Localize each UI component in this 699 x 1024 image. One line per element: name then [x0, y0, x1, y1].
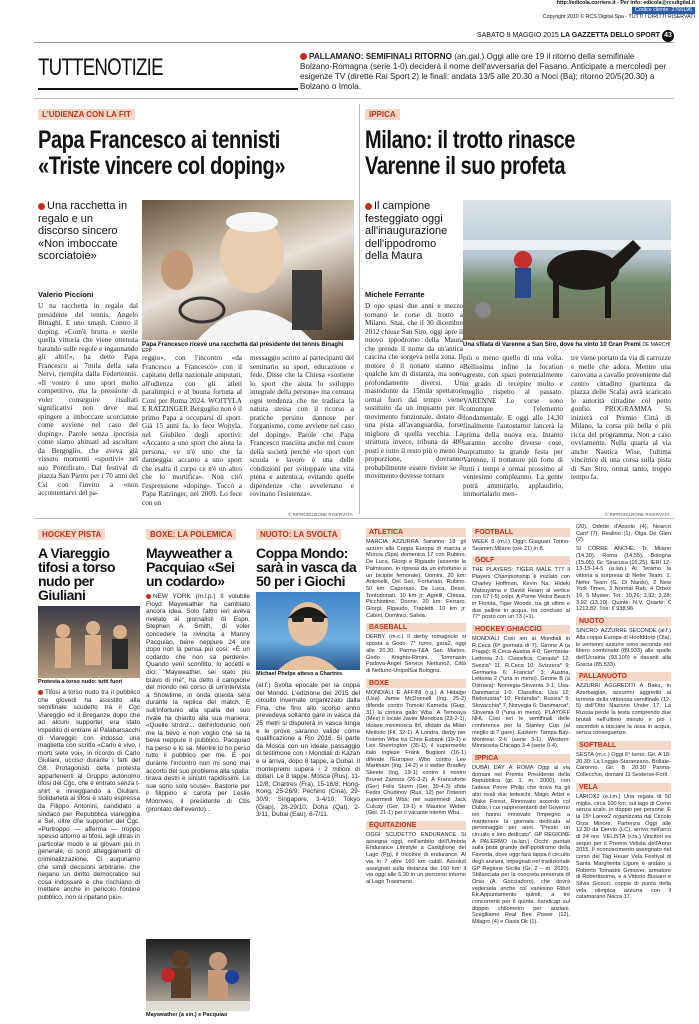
col5-sec-1-text: WEEK 8 (m.l.) Oggi: Giaguari Torino-Seamen Milano (ore 21) in 8. — [472, 539, 570, 552]
papa-subtitle-text: Una racchetta in regalo e un discorso sincero «Non imboccate scorciatoie» — [38, 200, 128, 262]
col4-sec-1-heading: ATLETICA — [366, 528, 466, 537]
divider — [34, 98, 674, 99]
papa-kicker: L'UDIENZA CON LA FIT — [38, 109, 135, 120]
col6-sec-2-text: SINCRO: AZZURRE SECONDE (al.f.) Alla coppa Europa di Hoofddorp (Ola), le ventenni azzurre sono seconde nel libero combinato (89.933) alle spalle dell'Ucraina (93.100) e davanti alla Grecia (85.533). — [576, 628, 671, 668]
col6-sec-5-text: LARIOX2 (e.l.m.) Una regata di 50 miglia, circa 100 km, sul lago di Como senza scalo, in doppio per persone. È la 15ª Lariox2 organizzata dal Circolo Orza Minore. Partenza Oggi alle 12.30 da Dervio (LC), arrivo nell'arco di 24 ore. VELISTA (r.ra.) Vincitori es sequo per il Premio Velista dell'Anno 2015. Il riconoscimento assegnato nel corso del Tag Heuer Vela Festival di Santa Margherita Ligure è andato a Roberto Tomasini Grinover, armatore di Robertissima, e a Vittorio Bissaro e Silvia Sicouri, coppia di punta della vela olimpica azzurra con il catamarano Nacra 17. — [576, 793, 671, 901]
header-date: SABATO 9 MAGGIO 2015 — [476, 32, 559, 39]
col5-sec-2-text: THE PLAYERS: TIGER MALE T77 Il Players Championship è iniziato con Charley Hoffman, Kevin Na, Hideki Matsuyama e David Hearn al vertice con 67 (-5) colpi. A Ponte Vedra Beach in Florida, Tiger Woods, tra gli ultimi e due palline in acqua, ha concluso al 77° posto con un 73 (+1). — [472, 567, 570, 621]
coppa-body: (al.f.) Svolta epocale per la coppa del Mondo. L'edizione del 2015 del circuito invernale organizzato dalla Fina, che fino allo scorso anno prevedeva soltanto gare in vasca da 25 metri si disputerà in vasca lunga e le prove saranno valide come qualificazione a Rio 2016. Si parte da Mosca con un ideale passaggio di testimone con i Mondiali di Kazan e si arriva, dopo 8 tappe, a Dubai. Il montepremi supera i 2 milioni di dollari. Le 8 tappe. Mosca (Rus), 11-12/8; Chartres (Fra), 15-16/8; Hong-Kong, 25-26/9; Pechino (Cina), 29-30/9; Singapore, 3-4/10; Tokyo (Giap), 28-29/10; Doha (Qat), 2-3/11; Dubai (Eau), 6-7/11. — [256, 682, 360, 819]
milano-article — [365, 104, 671, 517]
col5-sec-2-heading: GOLF — [472, 556, 570, 565]
section-title: TUTTENOTIZIE — [38, 54, 163, 81]
col4-sec-4-heading: EQUITAZIONE — [366, 821, 466, 830]
papa-caption — [142, 342, 354, 354]
papa-caption-text: Papa Francesco riceve una racchetta dal presidente del tennis Binaghi — [142, 342, 344, 348]
milano-col3: tre viene portato da via di carrozze e melle che adora. Mentre una carovana a cavallo proveniente dal centro cittadino (partenza da piazza delle Scala) avrà scaricato le autorità cittadine col petto gonfio. PROGRAMMA Si inizierà col Premio Città di Milano, la corsa più bella e più ricca del programma. Non a caso ovviamente. Nella quarta al via anche Nautica Wise, l'ultima vincitrice di una corsa sulla pista di San Siro, ormai tanto, troppo tempo fa. — [571, 354, 671, 481]
bullet-icon — [38, 203, 45, 210]
papa-headline-2: «Triste vincere col doping» — [38, 152, 286, 180]
vertical-divider — [359, 104, 360, 514]
bullet-icon — [300, 53, 307, 60]
banner-copyright: Copyright 2010 © RCS Digital Spa - TUTTI I DIRITTI RISERVATI — [542, 14, 695, 20]
boxe-article — [146, 524, 250, 1018]
milano-author: Michele Ferrante — [365, 290, 425, 299]
coppa-kicker: NUOTO: LA SVOLTA — [256, 529, 341, 540]
banner-url[interactable]: http://edicola.corriere.it - Per info: edicola@rcsdigital.it — [556, 0, 695, 6]
milano-caption-text: Una sfilata di Varenne a San Siro, dove ha vinto 10 Gran Premi — [463, 342, 641, 348]
milano-subtitle-text: Il campione festeggiato oggi all'inaugurazione dell'ippodromo della Maura — [365, 200, 448, 262]
coppa-photo — [256, 592, 360, 670]
divider — [34, 518, 674, 519]
brief-box — [300, 52, 668, 96]
papa-author: Valerio Piccioni — [38, 290, 94, 299]
page-number: 43 — [662, 30, 674, 42]
coppa-photo-svg — [256, 592, 360, 670]
col6-sec-4-heading: SOFTBALL — [576, 741, 671, 750]
coppa-headline: Coppa Mondo: sarà in vasca da 50 per i Giochi — [256, 545, 357, 589]
col4-sec-1-text: MARCIA AZZURRA Saranno 18 gli azzurri alla Coppa Europa di marcia a Murcia (Spa) domenica 17 con Rubino, De Luca, Giorgi e Rigaudo (assente la Palmisano, in ripresa da un infortunio a un bicipite femorale). Uomini. 20 km: Antonelli, Del Sso, Fortunato, Rubino. 50 km: Caporaso, De Luca, Dessi, Tontodonati. 10 km jr: Agrelli, Chiesa, Picchiottino. Donne. 20 km: Ferraro, Giorgi, Rigaudo, Trapletti. 10 km jr: Cabini, Dominici, Salvia. — [366, 539, 466, 619]
milano-headline-2: Varenne il suo profeta — [365, 152, 566, 180]
coppa-article — [256, 524, 360, 1014]
hockey-headline: A Viareggio tifosi a torso nudo per Giuliani — [38, 545, 116, 603]
hockey-text: Tifosi a torso nudo tra il pubblico che giovedì ha assistito alla semifinale scudetto tra il Cgc Viareggio ed il Breganze dopo che ad alcuni supporter era stato impedito di entrare al Palabarsacchi di Viareggio con indosso una maglietta con scritto «Carlo è vivo, i morti siete voi», in ricordo di Carlo Giuliani, ucciso durante i fatti del G8. Protagonisti della protesta appartenenti al Gruppo autonomo tifosi del Cgc, che è entrato senza t-shirt e inneggiando a Giuliani. Solidarietà ai tifosi è stato espressa da Filippo Antonini, candidato a sindaco per Repubblica viareggina e Sel, oltre che supporter del Cgc. «Purtroppo — afferma — troppo spesso attorno ai tifosi, agli ultras in particolar modo e ai giovani più in generale, ci sono atteggiamenti di criminalizzazione. Ci auguriamo che simili decisioni arbitrarie, che negano un diritto democratico sul cosa indossare e che rischiano di mettere anche in pericolo l'ordine pubblico, non si ripetano più». — [38, 689, 140, 902]
section-rule — [38, 88, 298, 90]
banner-code: Codice cliente: 2766196 — [632, 7, 695, 14]
milano-photo-credit: DE MARCHI — [642, 342, 671, 348]
papa-subtitle — [38, 200, 128, 263]
coppa-caption: Michael Phelps atteso a Chartres — [256, 671, 343, 677]
boxe-photo — [146, 939, 250, 1011]
hockey-photo — [38, 606, 140, 678]
header-paper: LA GAZZETTA DELLO SPORT — [560, 32, 661, 39]
briefs-col-6 — [576, 524, 671, 1014]
bullet-icon — [146, 594, 151, 599]
papa-col3: messaggio scritto ai partecipanti del seminario su sport, educazione e fede. Disse che la Chiesa «sostiene lo sport che aiuta lo sviluppo integrale della persona» ma censura ogni tendenza che ne tradisca la natura stessa con il ricorso a pratiche persino dannose per l'organismo, come avviene nel caso del doping». Parole che Papa Francesco trasciina anche nel cuore della società perché «lo sport con scuola e lavoro è una delle condizioni per sviluppare una vita piena e autentica, evitando quelle dipendenze che avvelenano e rovinano l'esistenza». — [250, 354, 354, 498]
papa-photo-credit: EPP — [142, 348, 153, 354]
top-banner — [512, 0, 699, 24]
boxe-text: NEW YORK (m.l.p.) Il volubile Floyd Mayweather ha cambiato ancora idea. Solo l'altro ieri aveva rivelato ai giornalisti di Espn, Stephen A. Smith, di voler concedere la rivincita a Manny Pacquiao, bene neppure 24 ore dopo non la pensa più così: «È un codardo che non sa perdere». Quando venì sconfitto, lo accetti e dici: "Mayweather, sei stato più bravo di me", ha detto il campione del mondo nel corso di un'intervista a Showtime, in onda questa sera durante la replica del match. E sull'infortunio alla spalla del suo rivale ha chiarito alla sua maniera: «Quelle stronz... dell'infortunio non me la bevo e non voglio che se la beva neppure il pubblico. Pacquiao ha perso e lo sa. Mentre io ho perso tutto il pubblico per me. E poi durante l'incontro non mi sono mai accorto del suo problema alla spalla: tirava destri e sinistri rapidissimi. Le sue sono solo scuse». Bastone per il filippino e carota per Leslie Moonves, il presidente di Cbs (prontato dell'evento)... — [146, 593, 250, 813]
papa-col2: reggio», con l'incontro «da Francesco a Francesco» con il capitano della nazionale amputati, all'udienza con gli atleti paralimpici e al buona fortuna al Coni per Roma 2024. WOJTYLA E RATZINGER Bergoglio non è il primo Papa a occuparsi di sport. Già 15 anni fa, lo fece Wojtyla, nel Giubileo degli sportivi: «Accanto a uno sport che aiuta la persona, ve n'è uno che la danneggia: accanto a uno sport che esalta il corpo ce n'è un altro che lo mortifica». Non citò l'espressione «doping». Toccò a Papa Ratzinger, nel 2009. Lo fece con un — [142, 354, 242, 507]
milano-subtitle — [365, 200, 455, 263]
milano-col1: D opo quasi due anni e mezzo tornano le corse di trotto a Milano. Snai, che il 30 dicembre 2012 chiuse San Siro, oggi apre il nuovo ippodromo della Maura che prende il nome da un'antica cascina che sorgeva nella zona. Il motore è il nonato stanno a qualche km di distanza, ma sono profondamente diversi. Un mastodonte da 15mila spettatori ormai fuori dal tempo viene sostituito da un impianto per il movimento funzionale, dotato di una pista all'avanguardia, forse migliore di quella vecchia. La struttura invece, tribuna da 400 posti e tutto il resto più o meno in proporzione, dovranno probabilmente essere riviste se il movimento dovesse tornare — [365, 302, 463, 480]
papa-photo-svg — [142, 200, 354, 340]
milano-photo-svg — [463, 200, 671, 340]
briefs-col-5 — [472, 524, 570, 1014]
hockey-kicker: HOCKEY PISTA — [38, 529, 105, 540]
bullet-icon — [38, 690, 43, 695]
hockey-caption: Protesta a torso nudo: tutti fuori — [38, 679, 123, 685]
boxe-photo-svg — [146, 939, 250, 1011]
milano-repro: © RIPRODUZIONE RISERVATA — [605, 512, 670, 517]
hockey-body — [38, 689, 140, 1024]
col4-sec-3-heading: BOXE — [366, 679, 466, 688]
col6-sec-3-heading: PALLANUOTO — [576, 672, 671, 681]
col5-sec-3-heading: HOCKEY GHIACCIO — [472, 625, 570, 634]
papa-article — [38, 104, 354, 517]
briefs-col-4 — [366, 524, 466, 1014]
papa-photo — [142, 200, 354, 340]
col5-sec-4-heading: IPPICA — [472, 754, 570, 763]
col5-sec-3-text: MONDIALI Così ieri ai Mondiali in R.Ceca (6ª giornata di 7). Girone A (a Praga): R.Ceca-Austria 4-0; Germania-Lettonia 2-1. Classifica: Canada* 12; Svezia* 11; R.Ceca 10; Svizzera* 9; Germania 6; Francia* 3; Austria, Lettonia 2 (*una in meno). Girone B (a Ostrava): Norvegia-Slovenia 3-1; Usa-Danimarca 1-0. Classifica: Usa 12; Bielorussia* 10; Finlandia*, Russia* 9; Slovacchia* 7; Norvegia 6; Danimarca*, Slovenia 0 (*una in meno). PLAYOFF NHL Cosi ieri le semifinali delle conference per la Stanley Cup (al meglio di 7 gare). Eastern: Tampa Bay-Montreal 2-6 (serie 3-1). Western: Minnesota-Chicago 3-4 (serie 0-4). — [472, 636, 570, 750]
milano-col2: più o meno quello di una volta. Bellissima infine la location agreste, con spazi potenzialmente in grado di recepire molto e meglio rispetto al passato. VARENNE Le corse sono comunque l'elemento fondamentale. E oggi alle 14.30 finalmente l'autostarter lancerà la prima della nuova era. Intanto saranno accolte diverse cose, soprattutto la grande festa per Varenne, il trottatore più forte di tutti i tempi e ormai prossimo al ventesimo compleanno. La gente potrà ammirarlo, applaudirlo, immortalarlo men- — [463, 354, 563, 498]
col6-sec-3-text: AZZURRI AGGREDITI A Baku, in Azerbaigian, azzurrini aggrediti al termine della vittoriosa semifinale (12-5) dell'Otto Naziono Under 17. La Russia perde la testa comprendo due brutali nell'ultimo minuto e poi i sacerdoti a lasciare la rissa in acqua, senza conseguenze. — [576, 683, 671, 737]
bullet-icon — [365, 203, 372, 210]
boxe-caption: Mayweather (a sin.) e Pacquiao — [146, 1012, 228, 1018]
col5-sec-1-heading: FOOTBALL — [472, 528, 570, 537]
col4-sec-4-text: OGGI SCUDETTO ENDURANCE Si assegna oggi, nell'ambito dell'Umbria Endurance Lifestyle a Castiglione del Lago (Pg), il tricolore di endurance. Al via in 7 oltre 160 km cabili. Assoluti assegnati sulla distanza dei 160 km: il via oggi alle 6.30 in un percorso intorno al Lago Trasimeno. — [366, 832, 466, 885]
col4-sec-2-text: DERBY (m.c.) Il derby romagnolo si sposta a Godo. 7° turno, gara2, oggi alle 20.30: Parma-T&A San Marino, Godo Knights-Rimini, Tommasin Padova-Angel Service Nettuno2, Città di Nettuno-UnipolSai Bologna. — [366, 634, 466, 674]
page-header — [34, 30, 674, 43]
col4-sec-3-text: MONDIALI E AFFINI (r.g.) A Hidalgo (Usa) Jamie McDonnell (Ing, 25-2) difende contro Tomoki Kameda (Giap, 31) la cintura gallo Wba. A Temoaya (Mes) il locale Javier Mendoza (23-2-1), titolare minimosca Ibf, sfidato da Milan Melindo (Fil, 32-1). A Londra, derby per l'interim Wba tra Chris Eubank (19-1) e Les Sherrington (35-1), il supermedio italo inglese Frank Buglioni (16-1) difende l'Europeo Wbo contro Lee Markham (Ing, 14-2) e il welter Bradley Skeete (Ing, 19-1) contro il nostro Brunet Zamora (26-3-2). A Francoforte (Ger) Felix Sturm (Ger, 39-4-3) sfida Fedor Chudinov (Rus, 12) per l'interim supermedi Wba; nei supermedi Jack Culcay (Ger, 19-1) e Maurice Weber (Ger, 21-1) per il vacante interim Wba. — [366, 689, 466, 817]
papa-headline-1: Papa Francesco ai tennisti — [38, 126, 280, 154]
col6-sec-5-heading: VELA — [576, 783, 671, 792]
col6-sec-1-text: SI CORRE ANCHE: Tr. Milano (14.30), Roma (14.55), Bologna (15.05). Gr. Siracusa (15.25). IERI 12-13-15-14-5 (a.lan.) Al Teramo la vittoria a sorpresa di Nefer Team. 1. Nefer Team (G. Di Nardo), 2 New York Times, 3 Normal Rab, 4 Orbex 16, 5 Muster. Tot.: 10,26; 3,92; 3,28; 3,92 (13,10). Quintè: N.V. Quartè: € 1212,82. Tris: € 938,96. — [576, 546, 671, 613]
col6-sec-2-heading: NUOTO — [576, 617, 671, 626]
milano-caption — [463, 342, 671, 348]
brief-text: (an.gal.) Oggi alle ore 19 il ritorno della semifinale Bolzano-Romagna (serie 1-0) deciderà il nome dell'avversaria del Fasano. Anticipate a mercoledì per esigenze TV (dirette Rai Sport 2) le finali: andata 13/5 alle 20.30 a Noci (Ba); ritorno 20/5(20.30) a Bolzano o Imola. — [300, 52, 667, 91]
col6-lead: (20), Odette d'Assolo (4), Nearco Canf (7), Realino (1), Olga De Glen (2). — [576, 524, 671, 544]
hockey-photo-svg — [38, 606, 140, 678]
boxe-kicker: BOXE: LA POLEMICA — [146, 529, 236, 540]
brief-title: PALLAMANO: SEMIFINALI RITORNO — [309, 52, 452, 61]
col4-sec-2-heading: BASEBALL — [366, 623, 466, 632]
papa-col1: U na racchetta in regalo dal presidente del tennis, Angelo Binaghi. E uno smash. Contro il doping. «Com'è brutta e sterile quella vittoria che viene ottenuta barando sulle regole e ingannando gli altri!», ha detto Papa Francesco ai 7mila della sala Nervi, riempita dalla Federtennis. «Il vostro è uno sport molto competitivo, ma la pressione di voler conseguire risultati significativi non deve mai spingere a imboccare scorciatoie come avviene nel caso del doping». Parole senza ipocrisia come siamo abituati ad ascoltare da Bergoglio, che aveva già vissuto momenti «sportivi» nel suo Pontificato. Dal festival di piazza San Pietro per i 70 anni del Csi con l'invito a «non accontentarvi del pa- — [38, 302, 138, 497]
milano-photo — [463, 200, 671, 340]
milano-kicker: IPPICA — [365, 109, 400, 120]
boxe-body — [146, 593, 250, 935]
col5-sec-4-text: DUBAI DAY A ROMA Oggi al via domani nel Premio Presidente della Repubblica (gr. 1, m. 2000), con l'attesa Priore Philip che trova fra gli altri rivali due tedeschi: Magic Artist e Wake Forest. Rinnovato accordo col Dubai, i cui rappresentanti del Governo ieri hanno rinnovato l'impegno a mantenere la giornata dedicata al personaggio per anni. "Presto un circuito e loro dedicato". GP REGIONE A PALERMO (a.lan.) Occhi puntati sulla pista grande dell'ippodromo della Favorita, dove oggi farà tappa il circuito degli anziani, impegnati nel tradizionale GP Regione Sicilia (Gr. 2 – m. 2020). Sbilanciata per la concreta presenza di Orsa (A. Gocciadoro), che dovrà vedersela anche col vanesino Ribot Ek.Appuntamento quindi, a tre concorrenti per il quinta, handicap sul doppio chilometro per anziani. Sceglliamo Real Bee Power (12), Milagro (4) e Oasis Ok (1). — [472, 764, 570, 926]
boxe-headline: Mayweather a Pacquiao «Sei un codardo» — [146, 545, 235, 589]
papa-repro: © RIPRODUZIONE RISERVATA — [288, 512, 353, 517]
milano-headline-1: Milano: il trotto rinasce — [365, 126, 576, 154]
hockey-article — [38, 524, 140, 1014]
col6-sec-4-text: SESTA (m.c.) Oggi 6° turno. Gir. A 18-20.30: La Loggia-Staranzano, Bollate-Caronno. Gir. B 20.30 Parma-Collecchio, domani 11 Sesterse-Forlì. — [576, 751, 671, 779]
